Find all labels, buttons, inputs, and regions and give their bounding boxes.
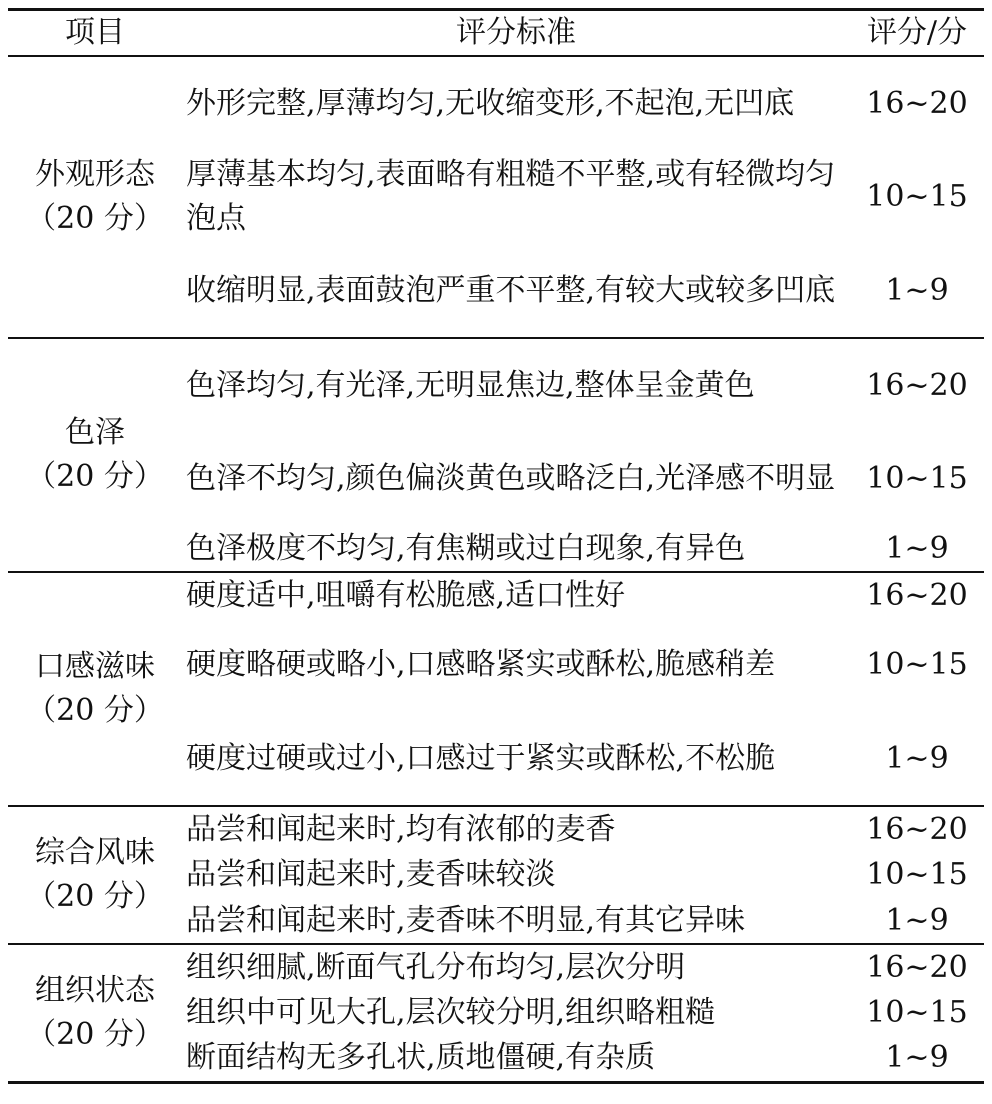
table-row bbox=[8, 944, 984, 990]
criteria-cell: 组织细腻,断面气孔分布均匀,层次分明 bbox=[186, 949, 686, 985]
group-taste bbox=[8, 572, 984, 806]
table-row bbox=[8, 806, 984, 852]
header-item: 项目 bbox=[65, 15, 125, 50]
criteria-cell: 断面结构无多孔状,质地僵硬,有杂质 bbox=[186, 1040, 656, 1076]
criteria-cell: 品尝和闻起来时,均有浓郁的麦香 bbox=[186, 811, 616, 847]
criteria-cell: 组织中可见大孔,层次较分明,组织略粗糙 bbox=[186, 995, 716, 1030]
group-weight: （20 分） bbox=[26, 201, 164, 236]
score-cell: 1~9 bbox=[885, 272, 949, 308]
group-name: 色泽 bbox=[65, 415, 125, 450]
group-name: 组织状态 bbox=[35, 972, 155, 1008]
criteria-cell: 硬度过硬或过小,口感过于紧实或酥松,不松脆 bbox=[186, 740, 776, 776]
score-cell: 16~20 bbox=[866, 811, 968, 847]
score-cell: 1~9 bbox=[885, 530, 949, 566]
score-cell: 10~15 bbox=[866, 995, 968, 1030]
group-label bbox=[8, 944, 182, 1082]
criteria-cell: 硬度适中,咀嚼有松脆感,适口性好 bbox=[186, 577, 626, 613]
criteria-cell: 色泽极度不均匀,有焦糊或过白现象,有异色 bbox=[186, 530, 746, 566]
table-header-row bbox=[8, 10, 984, 57]
score-cell: 16~20 bbox=[866, 367, 968, 403]
criteria-cell: 硬度略硬或略小,口感略紧实或酥松,脆感稍差 bbox=[186, 647, 776, 682]
table-row bbox=[8, 572, 984, 618]
group-weight: （20 分） bbox=[26, 1016, 164, 1052]
group-texture bbox=[8, 944, 984, 1082]
group-label bbox=[8, 806, 182, 944]
score-cell: 16~20 bbox=[866, 85, 968, 121]
group-weight: （20 分） bbox=[26, 459, 164, 494]
criteria-cell: 厚薄基本均匀,表面略有粗糙不平整,或有轻微均匀泡点 bbox=[186, 157, 836, 236]
score-cell: 1~9 bbox=[885, 740, 949, 776]
criteria-cell: 收缩明显,表面鼓泡严重不平整,有较大或较多凹底 bbox=[186, 272, 836, 308]
group-weight: （20 分） bbox=[26, 879, 164, 914]
score-cell: 1~9 bbox=[885, 1040, 949, 1076]
score-cell: 1~9 bbox=[885, 902, 949, 938]
criteria-cell: 色泽均匀,有光泽,无明显焦边,整体呈金黄色 bbox=[186, 367, 755, 403]
group-name: 综合风味 bbox=[35, 835, 155, 870]
score-cell: 16~20 bbox=[866, 949, 968, 985]
group-weight: （20 分） bbox=[26, 693, 164, 728]
group-appearance bbox=[8, 56, 984, 338]
header-criteria: 评分标准 bbox=[456, 15, 576, 50]
criteria-cell: 色泽不均匀,颜色偏淡黄色或略泛白,光泽感不明显 bbox=[186, 461, 836, 496]
score-cell: 10~15 bbox=[866, 461, 968, 496]
group-name: 口感滋味 bbox=[35, 649, 155, 684]
criteria-cell: 品尝和闻起来时,麦香味较淡 bbox=[186, 857, 556, 892]
table-row bbox=[8, 338, 984, 432]
table-row bbox=[8, 56, 984, 150]
group-color bbox=[8, 338, 984, 572]
score-cell: 10~15 bbox=[866, 179, 968, 214]
score-cell: 10~15 bbox=[866, 857, 968, 892]
group-label bbox=[8, 572, 182, 806]
group-label bbox=[8, 56, 182, 338]
score-cell: 16~20 bbox=[866, 577, 968, 613]
group-name: 外观形态 bbox=[35, 157, 155, 192]
criteria-cell: 外形完整,厚薄均匀,无收缩变形,不起泡,无凹底 bbox=[186, 85, 795, 121]
sensory-scoring-table bbox=[8, 8, 984, 1084]
criteria-cell: 品尝和闻起来时,麦香味不明显,有其它异味 bbox=[186, 902, 746, 938]
score-cell: 10~15 bbox=[866, 647, 968, 682]
group-label bbox=[8, 338, 182, 572]
group-flavor bbox=[8, 806, 984, 944]
header-score: 评分/分 bbox=[866, 15, 968, 50]
